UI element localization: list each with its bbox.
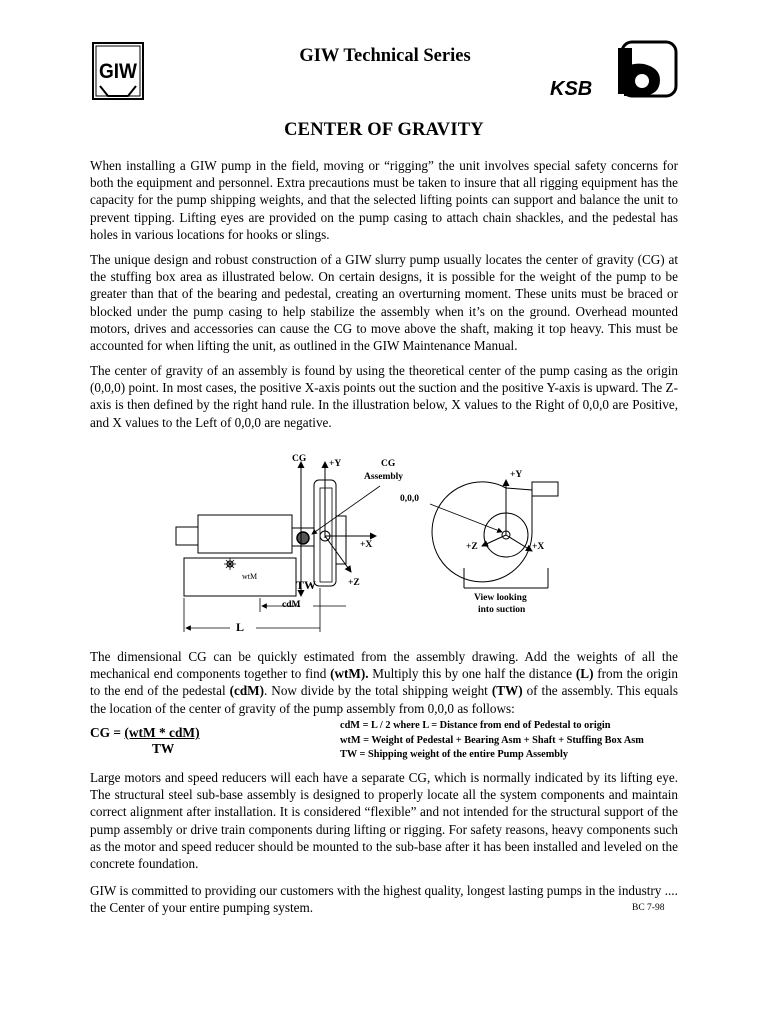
document-title: CENTER OF GRAVITY (284, 120, 484, 140)
label-origin: 0,0,0 (400, 494, 419, 504)
series-title: GIW Technical Series (299, 46, 471, 66)
label-view-1: View looking (474, 593, 527, 603)
definition-tw: TW = Shipping weight of the entire Pump Assembly (340, 749, 569, 760)
label-plus-x: +X (360, 540, 373, 550)
document-code: BC 7-98 (632, 903, 665, 913)
label-cdm: cdM (282, 600, 301, 610)
svg-text:GIW: GIW (99, 60, 138, 83)
label-cg-assembly-1: CG (381, 459, 396, 469)
p4-text-5: of the assembly. This equals the location of the center of gravity of the pump assembly from 0,0,0 as follows: (90, 683, 678, 716)
p4-bold-cdm: (cdM) (229, 683, 265, 699)
label-view-2: into suction (478, 605, 526, 615)
paragraph-origin: The center of gravity of an assembly is found by using the theoretical center of the pump casing as the origin (0,0,0) point. In most cases, the positive X-axis points out the suction and the positive Y-axis is upward. The Z-axis is then defined by the right hand rule. In the illustration below, X values to the Right of 0,0,0 are Positive, and X values to the Left of 0,0,0 are negative. (90, 363, 678, 430)
ksb-logo-text: KSB (550, 78, 593, 100)
formula-numerator: (wtM * cdM) (124, 725, 200, 740)
p4-bold-l: (L) (575, 666, 594, 682)
definition-cdm: cdM = L / 2 where L = Distance from end of Pedestal to origin (340, 720, 611, 731)
p4-text-1: The dimensional CG can be quickly estimated from the assembly drawing. Add the weights of all the mechanical end components together to find (90, 649, 678, 682)
p4-text-2: Multiply this by one half the distance (368, 666, 576, 682)
label-side-plus-z: +Z (466, 542, 478, 552)
paragraph-intro: When installing a GIW pump in the field, moving or “rigging” the unit involves special safety concerns for both the equipment and personnel. Extra precautions must be taken to insure that all rigging equipment has the capacity for the pump shipping weights, and that the selected lifting points can support and balance the unit to prevent tipping. Lifting eyes are provided on the pump casing to attach chain shackles, and the pedestal has holes in various locations for hooks or slings. (90, 158, 678, 242)
giw-logo (92, 42, 144, 100)
paragraph-design: The unique design and robust construction of a GIW slurry pump usually locates the center of gravity (CG) at the stuffing box area as illustrated below. On certain designs, it is possible for the weight of the pump to be greater than that of the bearing and pedestal, creating an overturning moment. These units must be braced or blocked under the pump casing to help stabilize the assembly when it’s on the ground. Overhead mounted motors, drives and accessories can cause the CG to move above the shaft, making it top heavy. This must be accounted for when lifting the unit, as outlined in the GIW Maintenance Manual. (90, 252, 678, 354)
p4-bold-tw: (TW) (491, 683, 523, 699)
label-side-plus-x: +X (532, 542, 545, 552)
paragraph-motors: Large motors and speed reducers will each have a separate CG, which is normally indicated by its lifting eye. The structural steel sub-base assembly is designed to properly locate all the system components and maintain correct alignment after installation. It is considered “flexible” and not intended for the structural support of the pump assembly or drive train components during lifting or rigging. For safety reasons, heavy components such as the motor and speed reducer should be mounted to the sub-base after it has been installed and leveled on the concrete foundation. (90, 770, 678, 872)
ksb-logo (548, 40, 678, 102)
label-plus-z: +Z (348, 578, 360, 588)
p4-text-4: . Now divide by the total shipping weight (264, 683, 492, 699)
p4-bold-wtm: (wtM). (330, 666, 369, 682)
cg-diagram (170, 448, 570, 638)
label-l: L (236, 620, 245, 634)
cg-formula (90, 725, 200, 741)
p4-text-3: from the origin to the end of the pedestal (90, 666, 678, 699)
label-wtm: wtM (242, 572, 258, 581)
label-side-plus-y: +Y (510, 470, 523, 480)
formula-denominator: TW (152, 741, 175, 756)
label-tw: TW (296, 578, 317, 592)
label-cg-assembly-2: Assembly (364, 472, 404, 482)
paragraph-closing: GIW is committed to providing our customers with the highest quality, longest lasting pumps in the industry .... the Center of your entire pumping system. (90, 883, 678, 916)
paragraph-estimate (90, 648, 678, 717)
label-plus-y: +Y (329, 459, 342, 469)
definition-wtm: wtM = Weight of Pedestal + Bearing Asm + Shaft + Stuffing Box Asm (340, 735, 644, 746)
label-cg: CG (292, 454, 307, 464)
formula-lhs: CG = (90, 725, 125, 740)
